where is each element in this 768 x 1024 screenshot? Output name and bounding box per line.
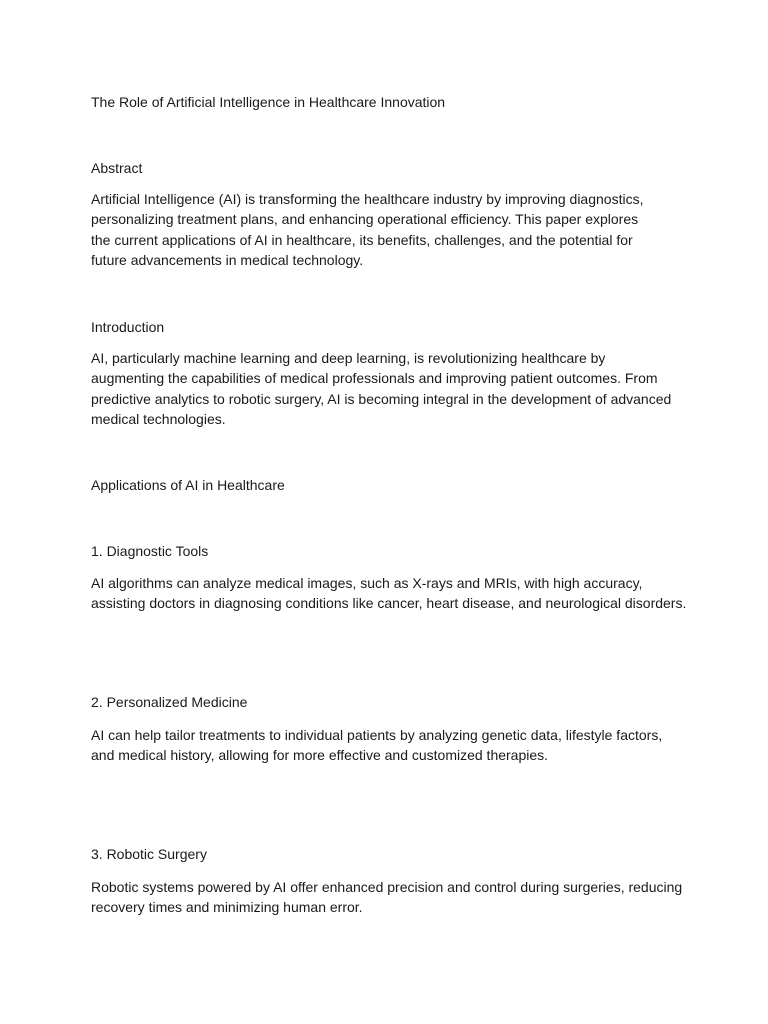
abstract-heading: Abstract	[91, 160, 143, 176]
section-heading-robotic-surgery: 3. Robotic Surgery	[91, 846, 207, 862]
introduction-heading: Introduction	[91, 319, 165, 335]
section-paragraph-personalized-medicine: AI can help tailor treatments to individual patients by analyzing genetic data, lifestyle factors, and medical history, allowing for more effective and customized therapies.	[91, 727, 663, 764]
section-paragraph-robotic-surgery: Robotic systems powered by AI offer enhanced precision and control during surgeries, reducing recovery times and minimizing human error.	[91, 879, 683, 916]
section-heading-personalized-medicine: 2. Personalized Medicine	[91, 694, 248, 710]
applications-heading: Applications of AI in Healthcare	[91, 477, 285, 493]
document-title: The Role of Artificial Intelligence in Healthcare Innovation	[91, 94, 446, 110]
abstract-paragraph: Artificial Intelligence (AI) is transforming the healthcare industry by improving diagnostics, personalizing treatment plans, and enhancing operational efficiency. This paper explores the current applications of AI in healthcare, its benefits, challenges, and the potential for future advancements in medical technology.	[91, 191, 644, 268]
section-heading-diagnostic-tools: 1. Diagnostic Tools	[91, 543, 209, 559]
introduction-paragraph: AI, particularly machine learning and deep learning, is revolutionizing healthcare by augmenting the capabilities of medical professionals and improving patient outcomes. From predictive analytics to robotic surgery, AI is becoming integral in the development of advanced medical technologies.	[91, 350, 672, 427]
section-paragraph-diagnostic-tools: AI algorithms can analyze medical images, such as X-rays and MRIs, with high accuracy, assisting doctors in diagnosing conditions like cancer, heart disease, and neurological disorders.	[91, 575, 687, 612]
